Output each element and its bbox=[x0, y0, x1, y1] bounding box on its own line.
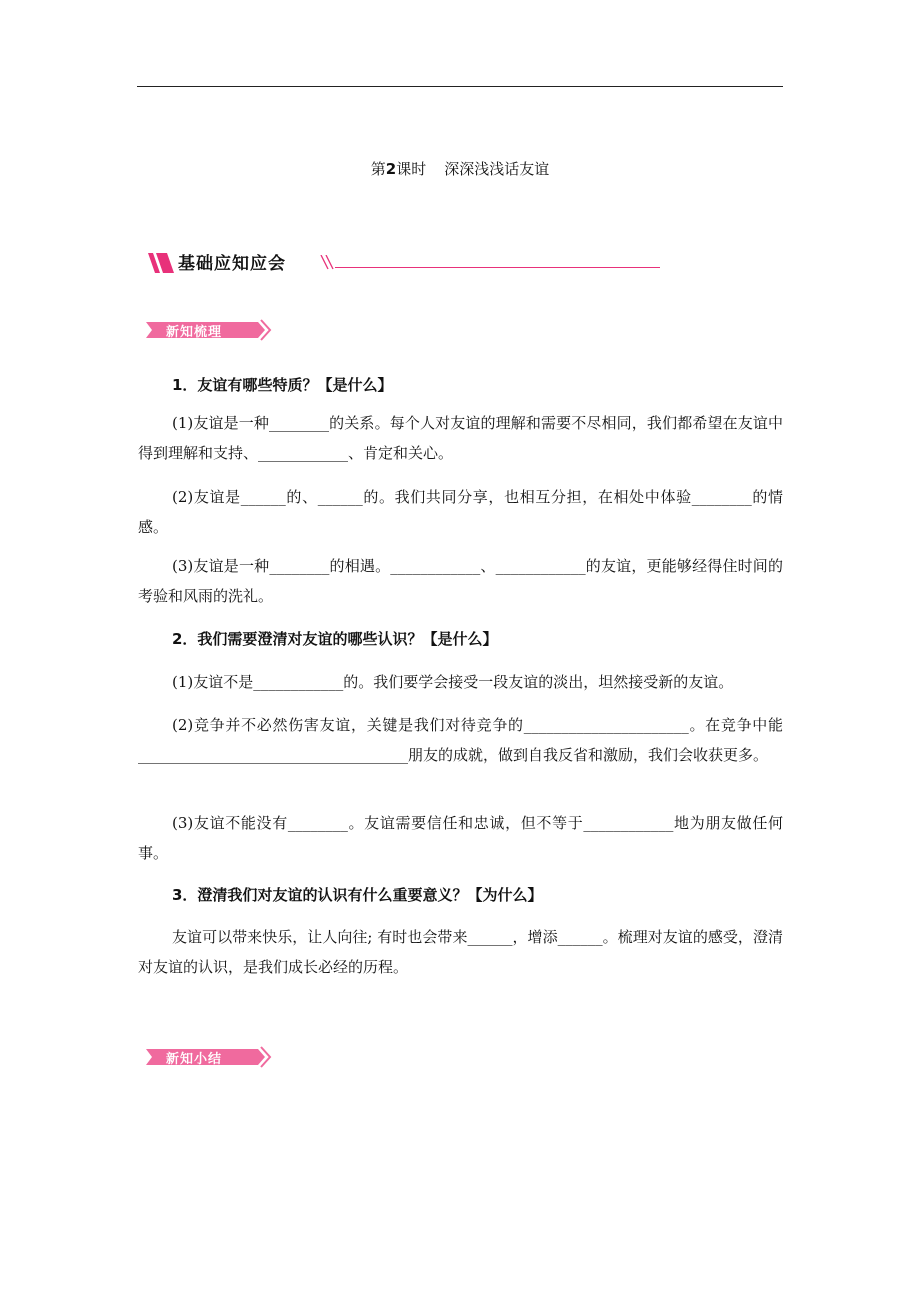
question-2: 2．我们需要澄清对友谊的哪些认识？【是什么】 bbox=[172, 630, 498, 648]
tag-new-knowledge-label: 新知梳理 bbox=[166, 325, 223, 340]
section-stripes-icon bbox=[148, 251, 174, 275]
paragraph-2-1: (1)友谊不是____________的。我们要学会接受一段友谊的淡出，坦然接受新的友谊。 bbox=[172, 673, 734, 691]
section-tail-icon bbox=[320, 255, 336, 271]
paragraph-3: 友谊可以带来快乐，让人向往; 有时也会带来______，增添______。梳理对友谊的感受，澄清对友谊的认识，是我们成长必经的历程。 bbox=[138, 928, 783, 976]
section-header bbox=[148, 249, 528, 279]
top-rule bbox=[137, 86, 783, 87]
paragraph-2-3: (3)友谊不能没有________。友谊需要信任和忠诚，但不等于____________地为朋友做任何事。 bbox=[138, 814, 783, 862]
paragraph-1-3: (3)友谊是一种________的相遇。____________、____________的友谊，更能够经得住时间的考验和风雨的洗礼。 bbox=[138, 557, 783, 605]
tag-new-knowledge bbox=[146, 319, 272, 341]
paragraph-1-2: (2)友谊是______的、______的。我们共同分享，也相互分担，在相处中体验________的情感。 bbox=[138, 488, 783, 536]
tag-summary-label: 新知小结 bbox=[166, 1052, 223, 1067]
section-header-label: 基础应知应会 bbox=[178, 254, 286, 274]
question-1: 1．友谊有哪些特质？【是什么】 bbox=[172, 376, 393, 394]
section-underline bbox=[335, 267, 660, 268]
paragraph-2-2: (2)竞争并不必然伤害友谊，关键是我们对待竞争的______________________。在竞争中能____________________________________朋友的成就，做到自我反省和激励，我们会收获更多。 bbox=[138, 716, 783, 764]
question-3: 3．澄清我们对友谊的认识有什么重要意义？【为什么】 bbox=[172, 886, 543, 904]
tag-summary bbox=[146, 1046, 272, 1068]
paragraph-1-1: (1)友谊是一种________的关系。每个人对友谊的理解和需要不尽相同，我们都希望在友谊中得到理解和支持、____________、肯定和关心。 bbox=[138, 414, 783, 462]
lesson-title: 第2课时 深深浅浅话友谊 bbox=[370, 160, 550, 178]
